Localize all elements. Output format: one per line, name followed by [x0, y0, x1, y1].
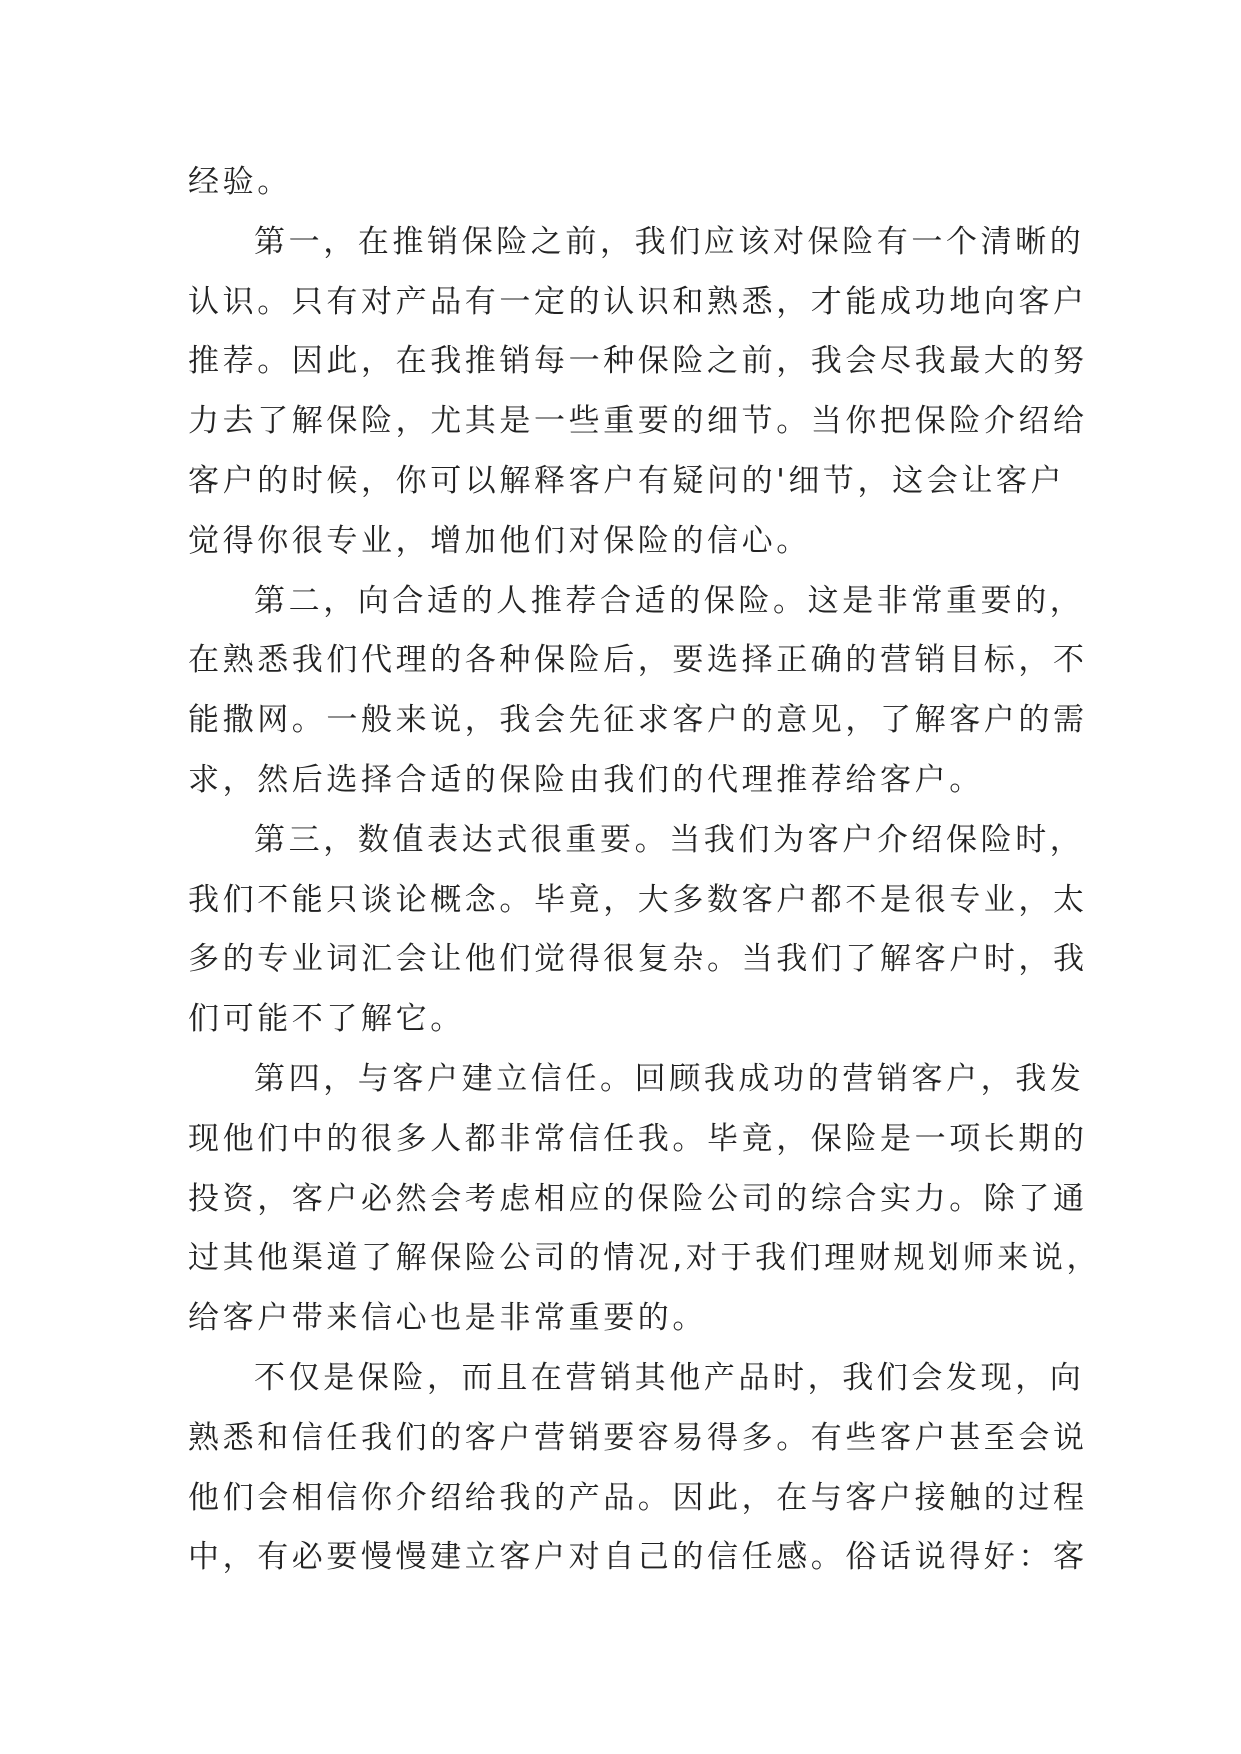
text-line: 现他们中的很多人都非常信任我。毕竟，保险是一项长期的 [188, 1120, 1088, 1157]
text-line: 过其他渠道了解保险公司的情况,对于我们理财规划师来说， [188, 1240, 1102, 1277]
text-line: 在熟悉我们代理的各种保险后，要选择正确的营销目标，不 [188, 642, 1088, 679]
text-line: 经验。 [188, 164, 292, 200]
text-line: 他们会相信你介绍给我的产品。因此，在与客户接触的过程 [188, 1479, 1088, 1516]
paragraph-first-line: 不仅是保险，而且在营销其他产品时，我们会发现，向 [254, 1359, 1085, 1396]
paragraph-first-line: 第二，向合适的人推荐合适的保险。这是非常重要的， [254, 582, 1085, 619]
text-line: 们可能不了解它。 [188, 1001, 465, 1038]
text-line: 多的专业词汇会让他们觉得很复杂。当我们了解客户时，我 [188, 941, 1088, 978]
text-line: 认识。只有对产品有一定的认识和熟悉，才能成功地向客户 [188, 283, 1088, 320]
text-line: 我们不能只谈论概念。毕竟，大多数客户都不是很专业，太 [188, 881, 1088, 918]
body-text [188, 153, 1102, 1588]
text-line: 熟悉和信任我们的客户营销要容易得多。有些客户甚至会说 [188, 1419, 1088, 1456]
text-line: 能撒网。一般来说，我会先征求客户的意见，了解客户的需 [188, 702, 1088, 739]
text-line: 力去了解保险，尤其是一些重要的细节。当你把保险介绍给 [188, 403, 1088, 440]
text-line: 求，然后选择合适的保险由我们的代理推荐给客户。 [188, 761, 984, 798]
text-line: 客户的时候，你可以解释客户有疑问的'细节，这会让客户 [188, 462, 1066, 499]
text-line: 中，有必要慢慢建立客户对自己的信任感。俗话说得好：客 [188, 1539, 1088, 1576]
text-line: 推荐。因此，在我推销每一种保险之前，我会尽我最大的努 [188, 343, 1088, 380]
text-line: 觉得你很专业，增加他们对保险的信心。 [188, 522, 811, 559]
paragraph-first-line: 第三，数值表达式很重要。当我们为客户介绍保险时， [254, 821, 1085, 858]
paragraph-first-line: 第四，与客户建立信任。回顾我成功的营销客户，我发 [254, 1060, 1085, 1097]
paragraph-first-line: 第一，在推销保险之前，我们应该对保险有一个清晰的 [254, 223, 1085, 260]
text-line: 投资，客户必然会考虑相应的保险公司的综合实力。除了通 [188, 1180, 1088, 1217]
text-line: 给客户带来信心也是非常重要的。 [188, 1300, 707, 1337]
